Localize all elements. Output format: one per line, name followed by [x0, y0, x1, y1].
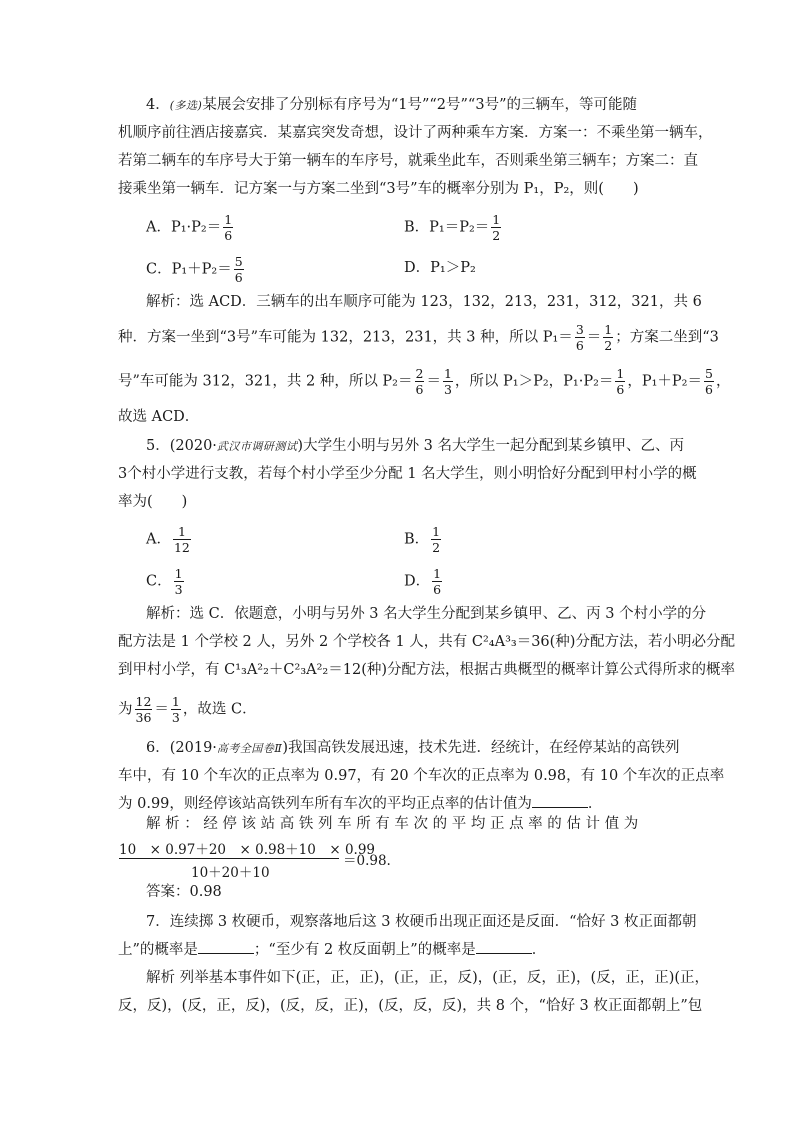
q7-solution-2: 反，反)，(反，正，反)，(反，反，正)，(反，反，反)，共 8 个，“恰好 3 枚正面都朝上”包 [118, 998, 703, 1014]
q4-option-d: D．P₁＞P₂ [404, 260, 476, 276]
q6-fraction-denominator: 10＋20＋10 [191, 865, 270, 881]
q6-fraction-result: ＝0.98. [343, 853, 391, 869]
q6-line-3: 为 0.99，则经停该站高铁列车所有车次的平均正点率的估计值为 ． [118, 796, 603, 812]
q5-solution-1: 解析：选 C．依题意，小明与另外 3 名大学生分配到某乡镇甲、乙、丙 3 个村小学的分 [146, 606, 707, 622]
q4-solution-3: 号”车可能为 312，321，共 2 种，所以 P₂＝ $\frac{2}{6}$ ＝ $\frac{1}{3}$ ，所以 P₁＞P₂，P₁·P₂＝ $\frac{1}{6}$ ，P₁＋P₂＝ $\frac{5}{6}$ ， [118, 366, 731, 397]
q6-line-2: 车中，有 10 个车次的正点率为 0.97，有 20 个车次的正点率为 0.98，有 10 个车次的正点率 [118, 768, 725, 784]
q4-option-a: A．P₁·P₂＝ $\frac{1}{6}$ [146, 212, 233, 243]
q5-line-2: 3个村小学进行支教，若每个村小学至少分配 1 名大学生，则小明恰好分配到甲村小学的概 [118, 466, 697, 482]
q4-line-3: 若第二辆车的车序号大于第一辆车的车序号，就乘坐此车，否则乘坐第三辆车；方案二：直 [118, 153, 698, 169]
q5-option-a: A． $\frac{1}{12}$ [146, 524, 190, 555]
q4-solution-2: 种．方案一坐到“3号”车可能为 132，213，231，共 3 种，所以 P₁＝ $\frac{3}{6}$ ＝ $\frac{1}{2}$ ；方案二坐到“3 [118, 322, 719, 353]
q6-fraction-bar [119, 858, 339, 859]
q5-option-b: B． $\frac{1}{2}$ [404, 524, 441, 555]
q4-option-b: B．P₁＝P₂＝ $\frac{1}{2}$ [404, 212, 501, 243]
q4-line-4: 接乘坐第一辆车．记方案一与方案二坐到“3号”车的概率分别为 P₁，P₂，则( ) [118, 181, 639, 197]
q7-answer-blank-1[interactable] [198, 940, 254, 954]
q4-option-c: C．P₁＋P₂＝ $\frac{5}{6}$ [146, 254, 243, 285]
q5-line-3: 率为( ) [118, 494, 188, 510]
q5-solution-3: 到甲村小学，有 C¹₃A²₂＋C²₃A²₂＝12(种)分配方法，根据古典概型的概率计算公式得所求的概率 [118, 662, 736, 678]
q7-answer-blank-2[interactable] [476, 940, 532, 954]
q6-tag: 高考全国卷Ⅱ [216, 742, 283, 755]
q4-line-2: 机顺序前往酒店接嘉宾．某嘉宾突发奇想，设计了两种乘车方案．方案一：不乘坐第一辆车， [118, 125, 713, 141]
q6-answer: 答案：0.98 [146, 884, 222, 900]
q4-line-1: 4．(多选)某展会安排了分别标有序号为“1号”“2号”“3号”的三辆车，等可能随 [146, 97, 637, 113]
q5-solution-4: 为 $\frac{12}{36}$ ＝ $\frac{1}{3}$ ，故选 C． [118, 694, 257, 725]
q6-fraction-numerator: 10 × 0.97＋20 × 0.98＋10 × 0.99 [119, 842, 376, 858]
q6-line-1: 6．(2019·高考全国卷Ⅱ)我国高铁发展迅速，技术先进．经统计，在经停某站的高铁列 [146, 740, 680, 756]
q4-tag: (多选) [169, 99, 203, 112]
q4-solution-1: 解析：选 ACD．三辆车的出车顺序可能为 123，132，213，231，312，321，共 6 [146, 294, 702, 310]
q5-tag: 武汉市调研测试 [216, 440, 298, 453]
q4-solution-4: 故选 ACD． [118, 409, 200, 425]
q5-option-d: D． $\frac{1}{6}$ [404, 566, 442, 597]
q5-option-c: C． $\frac{1}{3}$ [146, 566, 183, 597]
q5-line-1: 5．(2020·武汉市调研测试)大学生小明与另外 3 名大学生一起分配到某乡镇甲、乙、丙 [146, 438, 685, 454]
q6-answer-blank[interactable] [532, 794, 588, 808]
q7-solution-1: 解析 列举基本事件如下(正，正，正)，(正，正，反)，(正，反，正)，(反，正，正)(正， [146, 970, 710, 986]
q7-line-2: 上”的概率是 ；“至少有 2 枚反面朝上”的概率是 ． [118, 942, 547, 958]
q7-line-1: 7．连续掷 3 枚硬币，观察落地后这 3 枚硬币出现正面还是反面．“恰好 3 枚正面都朝 [146, 914, 697, 930]
q6-solution-1: 解 析 ： 经 停 该 站 高 铁 列 车 所 有 车 次 的 平 均 正 点 率 的 估 计 值 为 [146, 816, 639, 832]
q5-solution-2: 配方法是 1 个学校 2 人，另外 2 个学校各 1 人，共有 C²₄A³₃＝36(种)分配方法，若小明必分配 [118, 634, 735, 650]
